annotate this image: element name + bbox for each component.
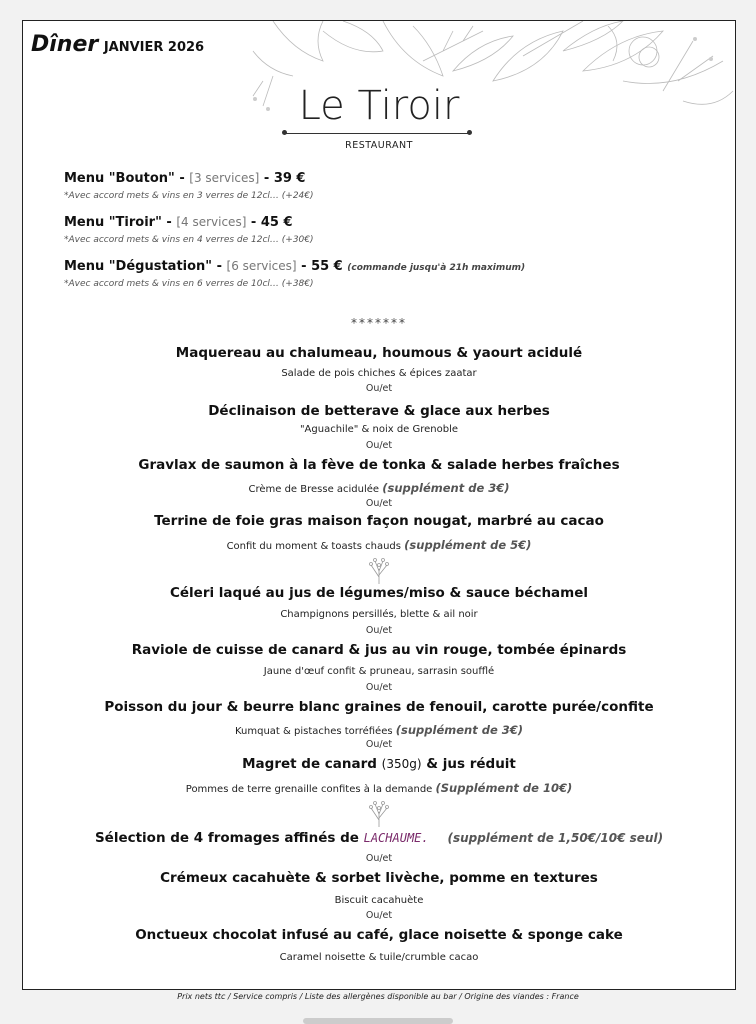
dish-description (23, 781, 735, 795)
dish-description: "Aguachile" & noix de Grenoble (299, 424, 459, 435)
menu-line-degustation: Menu "Dégustation" - [6 services] - 55 € (commande jusqu'à 21h maximum) (64, 259, 526, 274)
restaurant-logo (23, 83, 735, 129)
logo-dot-left (282, 130, 287, 135)
dish-title: Céleri laqué au jus de légumes/miso & sauce béchamel (169, 585, 589, 601)
menu-name: Menu "Bouton" (64, 171, 175, 186)
menu-pairing: *Avec accord mets & vins en 6 verres de 10cl… (+38€) (64, 279, 314, 289)
dish-description: Caramel noisette & tuile/crumble cacao (279, 952, 479, 963)
or-label: Ou/et (365, 625, 393, 636)
dish-title (23, 756, 735, 772)
dish-title-part: & jus réduit (426, 756, 516, 772)
cheese-brand: LACHAUME. (363, 831, 429, 845)
supplement: (Supplément de 10€) (435, 781, 573, 795)
separator: ******* (351, 316, 407, 330)
cheese-line (23, 830, 735, 846)
sprig-icon (361, 557, 397, 585)
desc-text: Pommes de terre grenaille confites à la demande (185, 784, 433, 795)
dish-title: Crémeux cacahuète & sorbet livèche, pomme en textures (160, 870, 598, 886)
desc-text: Confit du moment & toasts chauds (226, 541, 401, 552)
dish-title: Terrine de foie gras maison façon nougat, marbré au cacao (154, 513, 604, 529)
logo-dot-right (467, 130, 472, 135)
dish-title: Gravlax de saumon à la fève de tonka & salade herbes fraîches (138, 457, 620, 473)
menu-note: (commande jusqu'à 21h maximum) (347, 263, 526, 273)
or-label: Ou/et (365, 682, 393, 693)
menu-name: Menu "Tiroir" (64, 215, 162, 230)
menu-pairing: *Avec accord mets & vins en 3 verres de 12cl… (+24€) (64, 191, 314, 201)
diner-label: Dîner (31, 32, 99, 57)
month-label: JANVIER 2026 (103, 40, 205, 55)
menu-line-bouton: Menu "Bouton" - [3 services] - 39 € (64, 171, 306, 186)
sprig-icon (361, 800, 397, 828)
or-label: Ou/et (365, 440, 393, 451)
menu-price: 39 € (273, 171, 306, 186)
menu-price: 55 € (311, 259, 343, 274)
menu-line-tiroir: Menu "Tiroir" - [4 services] - 45 € (64, 215, 293, 230)
dish-title: Onctueux chocolat infusé au café, glace noisette & sponge cake (135, 927, 623, 943)
dish-description: Champignons persillés, blette & ail noir (280, 609, 478, 620)
supplement: (supplément de 3€) (395, 723, 524, 737)
menu-services: [3 services] (189, 171, 260, 185)
dish-description (23, 538, 735, 552)
menu-price: 45 € (260, 215, 293, 230)
set-menus (64, 171, 525, 303)
menu-pairing: *Avec accord mets & vins en 4 verres de 12cl… (+30€) (64, 235, 314, 245)
or-label: Ou/et (365, 853, 393, 864)
menu-services: [4 services] (176, 215, 247, 229)
supplement: (supplément de 1,50€/10€ seul) (447, 831, 664, 845)
dish-title: Raviole de cuisse de canard & jus au vin rouge, tombée épinards (131, 642, 627, 658)
supplement: (supplément de 5€) (404, 538, 532, 552)
menu-page (22, 20, 736, 990)
header-title (31, 32, 204, 57)
footer-note: Prix nets ttc / Service compris / Liste des allergènes disponible au bar / Origine des viandes : France (177, 992, 579, 1001)
scroll-indicator[interactable] (303, 1018, 453, 1024)
dish-description (23, 481, 735, 495)
logo-name: Le Tiroir (298, 83, 460, 129)
or-label: Ou/et (365, 739, 393, 750)
dish-title: Maquereau au chalumeau, houmous & yaourt acidulé (175, 345, 583, 361)
menu-services: [6 services] (226, 259, 297, 273)
dish-title-part: Magret de canard (242, 756, 377, 772)
desc-text: Crème de Bresse acidulée (248, 484, 380, 495)
or-label: Ou/et (365, 383, 393, 394)
dish-description: Jaune d'œuf confit & pruneau, sarrasin soufflé (263, 666, 495, 677)
menu-name: Menu "Dégustation" (64, 259, 213, 274)
dish-description: Biscuit cacahuète (334, 895, 424, 906)
dish-description (23, 723, 735, 737)
dish-weight: (350g) (381, 757, 422, 771)
dish-description: Salade de pois chiches & épices zaatar (281, 368, 477, 379)
or-label: Ou/et (365, 910, 393, 921)
supplement: (supplément de 3€) (382, 481, 510, 495)
or-label: Ou/et (365, 498, 393, 509)
dish-title: Déclinaison de betterave & glace aux herbes (208, 403, 550, 419)
dish-title: Poisson du jour & beurre blanc graines de fenouil, carotte purée/confite (104, 699, 654, 715)
logo-underline (285, 133, 469, 134)
cheese-label: Sélection de 4 fromages affinés de (94, 830, 359, 846)
logo-subtitle: RESTAURANT (345, 140, 413, 151)
desc-text: Kumquat & pistaches torréfiées (234, 726, 393, 737)
